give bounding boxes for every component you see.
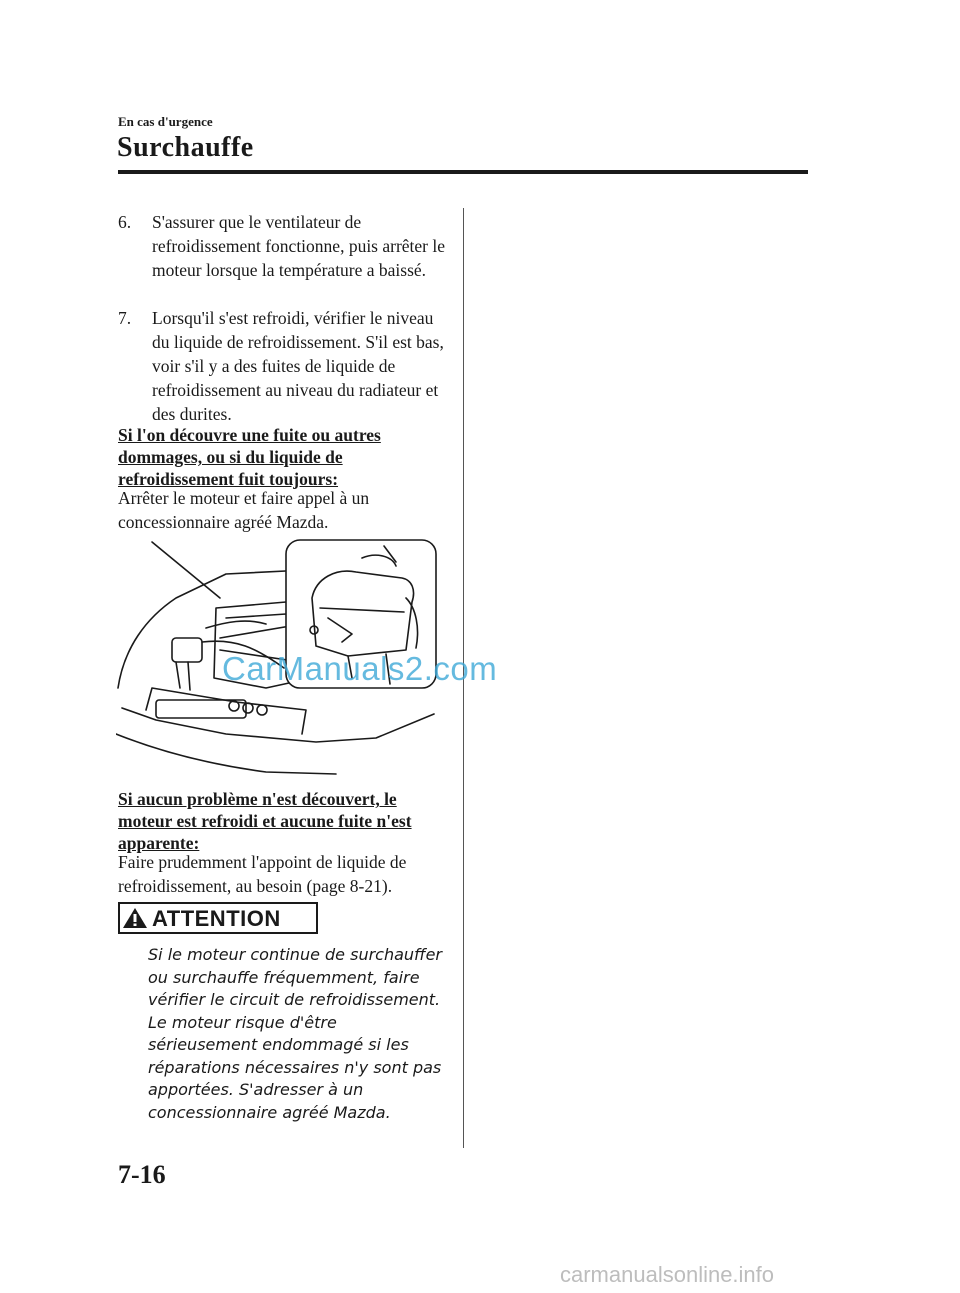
no-problem-text: Faire prudemment l'appoint de liquide de refroidissement, au besoin (page 8-21).: [118, 852, 407, 896]
section-label: En cas d'urgence: [118, 114, 213, 129]
title-rule: [118, 170, 808, 174]
step-7: [118, 306, 448, 426]
watermark: CarManuals2.com: [222, 650, 498, 687]
page-number: 7-16: [118, 1160, 166, 1189]
step-number: 6.: [118, 212, 132, 232]
attention-label: ATTENTION: [152, 906, 281, 931]
page-title: Surchauffe: [117, 132, 254, 163]
step-number: 7.: [118, 308, 132, 328]
no-problem-heading: Si aucun problème n'est découvert, le moteur est refroidi et aucune fuite n'est apparente:: [118, 789, 412, 853]
attention-text: Si le moteur continue de surchauffer ou surchauffe fréquemment, faire vérifier le circuit de refroidissement. Le moteur risque d'être sérieusement endommagé si les réparations nécessaires n'y sont pas apportées. S'adresser à un concessionnaire agréé Mazda.: [148, 945, 443, 1122]
step-text: S'assurer que le ventilateur de refroidissement fonctionne, puis arrêter le moteur lorsque la température a baissé.: [152, 212, 446, 280]
step-6: [118, 210, 448, 282]
leak-heading: Si l'on découvre une fuite ou autres dommages, ou si du liquide de refroidissement fuit toujours:: [118, 425, 381, 489]
warning-triangle-icon: [122, 907, 148, 929]
footer-url: carmanualsonline.info: [560, 1262, 775, 1287]
leak-text: Arrêter le moteur et faire appel à un concessionnaire agréé Mazda.: [118, 488, 370, 532]
step-text: Lorsqu'il s'est refroidi, vérifier le niveau du liquide de refroidissement. S'il est bas, voir s'il y a des fuites de liquide de refroidissement au niveau du radiateur et des durites.: [152, 308, 444, 424]
